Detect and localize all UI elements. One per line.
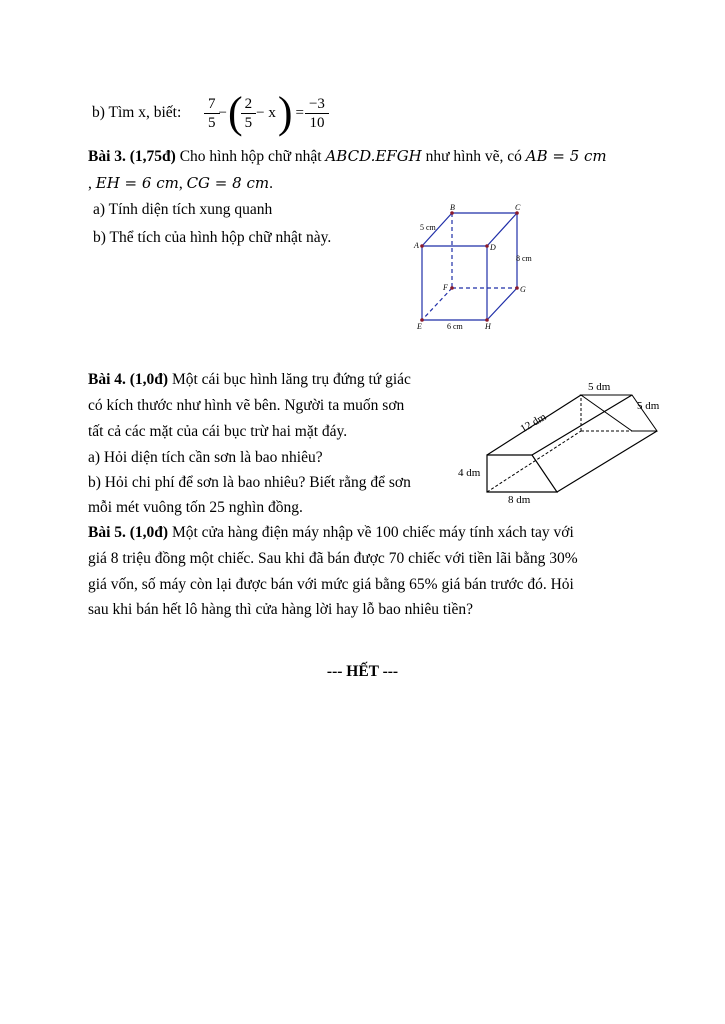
bai5-line1 xyxy=(88,521,574,545)
period: . xyxy=(269,175,273,192)
frac2-denominator: 5 xyxy=(244,114,253,131)
frac3-numerator: −3 xyxy=(308,95,325,112)
bai5-title: Bài 5. (1,0đ) xyxy=(88,524,169,541)
label-f: F xyxy=(443,283,448,292)
label-8cm: 8 cm xyxy=(516,254,532,263)
bai4-line1 xyxy=(88,368,411,392)
bai4-text1: Một cái bục hình lăng trụ đứng tứ giác xyxy=(168,371,411,388)
equals-sign: = xyxy=(295,104,304,121)
part-b-label: b) Tìm x, biết: xyxy=(92,104,182,121)
label-top-5dm: 5 dm xyxy=(588,381,611,393)
label-right-5dm: 5 dm xyxy=(637,400,660,412)
left-paren: ( xyxy=(227,88,243,137)
label-b: B xyxy=(450,203,455,212)
bai4-line6: mỗi mét vuông tốn 25 nghìn đồng. xyxy=(88,499,303,516)
label-c: C xyxy=(515,203,521,212)
bai3-item-a: a) Tính diện tích xung quanh xyxy=(93,201,273,218)
eh-length: EH = 6 cm xyxy=(95,174,179,192)
label-5cm: 5 cm xyxy=(420,223,436,232)
edge-bottom-right xyxy=(557,431,657,492)
end-mark: --- HẾT --- xyxy=(326,663,399,680)
right-paren: ) xyxy=(277,88,293,137)
bai3-item-b: b) Thể tích của hình hộp chữ nhật này. xyxy=(93,229,332,246)
box-figure xyxy=(410,200,550,335)
edge-fe-hidden xyxy=(422,288,452,320)
frac2-numerator: 2 xyxy=(244,95,253,112)
bai4-line4: a) Hỏi diện tích cần sơn là bao nhiêu? xyxy=(88,449,323,466)
bai4-line5: b) Hỏi chi phí để sơn là bao nhiêu? Biết rằng để sơn xyxy=(88,474,411,491)
bai5-text1: Một cửa hàng điện máy nhập về 100 chiếc máy tính xách tay với xyxy=(168,524,574,541)
frac3-denominator: 10 xyxy=(309,114,325,131)
label-d: D xyxy=(490,243,496,252)
label-6cm: 6 cm xyxy=(447,322,463,331)
frac1-denominator: 5 xyxy=(208,114,216,131)
label-12dm: 12 dm xyxy=(518,410,549,436)
vertex-a xyxy=(420,244,424,248)
bai3-text2: như hình vẽ, có xyxy=(421,148,526,165)
frac1-numerator: 7 xyxy=(208,95,216,112)
bai5-line2: giá 8 triệu đồng một chiếc. Sau khi đã bán được 70 chiếc với tiền lãi bằng 30% xyxy=(88,550,578,567)
bai4-line2: có kích thước như hình vẽ bên. Người ta muốn sơn xyxy=(88,397,405,414)
edge-top-right xyxy=(532,395,632,455)
cg-length: CG = 8 cm xyxy=(186,174,270,192)
edge-dc xyxy=(487,213,517,246)
hidden-edge-bottom xyxy=(487,431,581,492)
label-e: E xyxy=(417,322,422,331)
label-8dm: 8 dm xyxy=(508,494,531,505)
label-4dm: 4 dm xyxy=(458,467,481,479)
minus-sign: − xyxy=(218,104,227,121)
box-name: ABCD.EFGH xyxy=(325,147,422,165)
label-h: H xyxy=(485,322,491,331)
comma-1: , xyxy=(88,175,92,192)
bai3-line1 xyxy=(88,144,607,169)
bai3-text1: Cho hình hộp chữ nhật xyxy=(175,148,326,165)
bai4-title: Bài 4. (1,0đ) xyxy=(88,371,169,388)
fraction-neg3-10 xyxy=(307,95,327,132)
bai3-title: Bài 3. (1,75đ) xyxy=(88,148,176,165)
bai4-line3: tất cả các mặt của cái bục trừ hai mặt đáy. xyxy=(88,423,348,440)
minus-x: − x xyxy=(256,104,276,121)
comma-2: , xyxy=(178,175,183,192)
ab-length: AB = 5 cm xyxy=(525,147,607,165)
vertex-d xyxy=(485,244,489,248)
equation xyxy=(206,88,327,138)
bai3-line2 xyxy=(88,171,273,196)
edge-gh xyxy=(487,288,517,320)
vertex-f xyxy=(450,286,454,290)
bai5-line4: sau khi bán hết lô hàng thì cửa hàng lời hay lỗ bao nhiêu tiền? xyxy=(88,601,474,618)
front-face xyxy=(487,455,557,492)
fraction-7-5 xyxy=(206,95,218,132)
label-g: G xyxy=(520,285,526,294)
vertex-g xyxy=(515,286,519,290)
fraction-2-5 xyxy=(243,95,255,132)
bai5-line3: giá vốn, số máy còn lại được bán với mức giá bằng 65% giá bán trước đó. Hỏi xyxy=(88,576,574,593)
label-a: A xyxy=(414,241,419,250)
prism-figure xyxy=(450,375,675,505)
